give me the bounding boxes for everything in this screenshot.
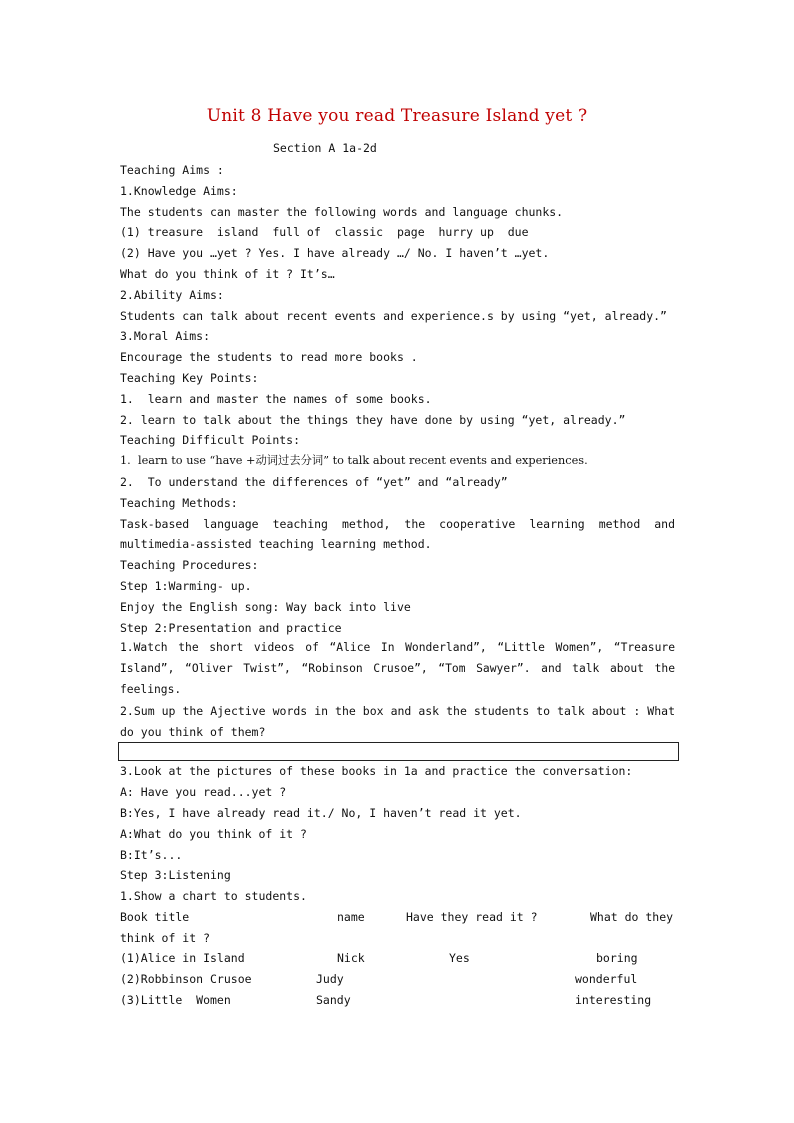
dialogue-line: A: Have you read...yet ?: [120, 785, 287, 800]
row-think: wonderful: [575, 972, 638, 987]
row-name: Sandy: [316, 993, 351, 1008]
text-paragraph: 1.Watch the short videos of “Alice In Wonderland”, “Little Women”, “Treasure Island”, “Oliver Twist”, “Robinson Crusoe”, “Tom Sawyer”. and talk about the feelings.: [120, 641, 675, 696]
dialogue-line: B:It’s...: [120, 847, 183, 862]
row-book: (3)Little Women: [120, 993, 231, 1008]
step-2-heading: Step 2:Presentation and practice: [120, 620, 342, 635]
heading-difficult-points: Teaching Difficult Points:: [120, 433, 301, 448]
text-line: 1.Show a chart to students.: [120, 889, 307, 904]
text-line: Encourage the students to read more books .: [120, 350, 418, 365]
row-read: Yes: [449, 951, 470, 966]
step-1-heading: Step 1:Warming- up.: [120, 578, 252, 593]
heading-teaching-aims: Teaching Aims :: [120, 163, 224, 177]
row-name: Nick: [337, 951, 365, 966]
text-line: 2. To understand the differences of “yet” and “already”: [120, 474, 508, 489]
adjective-word-box: [118, 742, 679, 761]
text-line: The students can master the following words and language chunks.: [120, 204, 564, 219]
row-book: (1)Alice in Island: [120, 951, 245, 966]
chart-header-book-title: Book title: [120, 909, 190, 924]
chart-header-what-think: What do they: [590, 909, 674, 924]
page-title: Unit 8 Have you read Treasure Island yet ?: [206, 106, 588, 126]
text-line: 2. learn to talk about the things they have done by using “yet, already.”: [120, 412, 626, 427]
chart-header-row: [120, 907, 675, 928]
text-line: 1. learn to use “have +动词过去分词” to talk about recent events and experiences.: [120, 454, 588, 468]
text-line: What do you think of it ? It’s…: [120, 266, 335, 281]
chart-header-have-read: Have they read it ?: [406, 909, 538, 924]
row-name: Judy: [316, 972, 344, 987]
text-line: 3.Look at the pictures of these books in 1a and practice the conversation:: [120, 764, 633, 779]
text-line: 1. learn and master the names of some books.: [120, 391, 432, 406]
row-think: boring: [596, 951, 638, 966]
dialogue-line: B:Yes, I have already read it./ No, I haven’t read it yet.: [120, 805, 522, 820]
text-paragraph: 2.Sum up the Ajective words in the box and ask the students to talk about : What do you think of them?: [120, 703, 675, 739]
sentence-pattern: (2) Have you …yet ? Yes. I have already …/ No. I haven’t …yet.: [120, 246, 550, 261]
row-think: interesting: [575, 993, 652, 1008]
step-3-heading: Step 3:Listening: [120, 868, 231, 883]
section-subtitle: Section A 1a-2d: [273, 141, 377, 155]
text-line: Students can talk about recent events and experience.s by using “yet, already.”: [120, 308, 667, 323]
table-row: [120, 948, 675, 969]
heading-ability-aims: 2.Ability Aims:: [120, 287, 224, 302]
heading-teaching-procedures: Teaching Procedures:: [120, 558, 259, 573]
heading-moral-aims: 3.Moral Aims:: [120, 329, 211, 344]
table-row: [120, 969, 675, 990]
heading-key-points: Teaching Key Points:: [120, 370, 259, 385]
text-line: Enjoy the English song: Way back into live: [120, 599, 411, 614]
heading-knowledge-aims: 1.Knowledge Aims:: [120, 183, 238, 198]
row-book: (2)Robbinson Crusoe: [120, 972, 252, 987]
vocab-list: (1) treasure island full of classic page hurry up due: [120, 225, 529, 240]
document-body: [120, 160, 675, 1011]
dialogue-line: A:What do you think of it ?: [120, 826, 307, 841]
table-row: [120, 990, 675, 1011]
chart-header-continuation: think of it ?: [120, 930, 211, 945]
text-paragraph: Task-based language teaching method, the cooperative learning method and multimedia-assisted teaching learning method.: [120, 516, 675, 552]
chart-header-name: name: [337, 909, 365, 924]
heading-teaching-methods: Teaching Methods:: [120, 495, 238, 510]
